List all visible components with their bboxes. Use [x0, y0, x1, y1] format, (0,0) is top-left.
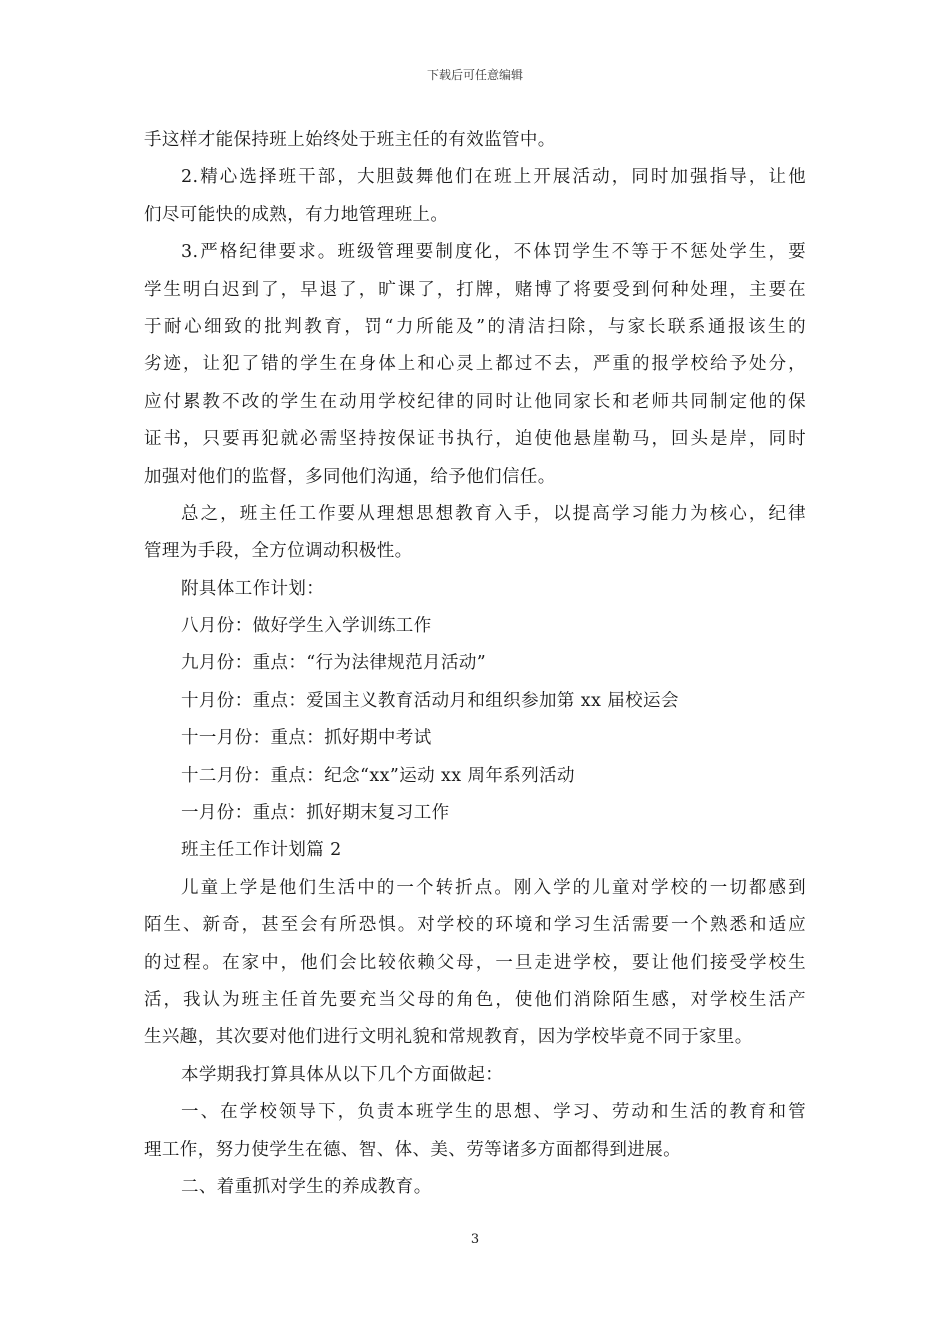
- paragraph-line: 儿童上学是他们生活中的一个转折点。刚入学的儿童对学校的一切都感到: [181, 877, 806, 898]
- paragraph-line: 附具体工作计划：: [181, 578, 325, 599]
- paragraph-line: 学生明白迟到了，早退了，旷课了，打牌，赌博了将要受到何种处理，主要在: [144, 279, 806, 300]
- paragraph-line: 二、着重抓对学生的养成教育。: [181, 1176, 432, 1197]
- schedule-item: 十二月份：重点：纪念“xx”运动 xx 周年系列活动: [181, 765, 575, 786]
- paragraph-line: 的过程。在家中，他们会比较依赖父母，一旦走进学校，要让他们接受学校生: [144, 952, 806, 973]
- paragraph-line: 应付累教不改的学生在动用学校纪律的同时让他同家长和老师共同制定他的保: [144, 391, 806, 412]
- paragraph-line: 加强对他们的监督，多同他们沟通，给予他们信任。: [144, 466, 556, 487]
- schedule-item: 十月份：重点：爱国主义教育活动月和组织参加第 xx 届校运会: [181, 690, 679, 711]
- paragraph-line: 3.严格纪律要求。班级管理要制度化，不体罚学生不等于不惩处学生，要: [181, 242, 806, 263]
- schedule-item: 十一月份：重点：抓好期中考试: [181, 728, 432, 749]
- schedule-item: 一月份：重点：抓好期末复习工作: [181, 803, 450, 824]
- schedule-item: 九月份：重点：“行为法律规范月活动”: [181, 653, 487, 674]
- page-number: 3: [470, 1232, 480, 1247]
- paragraph-line: 证书，只要再犯就必需坚持按保证书执行，迫使他悬崖勒马，回头是岸，同时: [144, 429, 806, 450]
- section-title: 班主任工作计划篇 2: [181, 840, 342, 861]
- paragraph-line: 于耐心细致的批判教育，罚“力所能及”的清洁扫除，与家长联系通报该生的: [144, 316, 806, 337]
- paragraph-line: 本学期我打算具体从以下几个方面做起：: [181, 1064, 504, 1085]
- paragraph-line: 2.精心选择班干部，大胆鼓舞他们在班上开展活动，同时加强指导，让他: [181, 167, 806, 188]
- paragraph-line: 们尽可能快的成熟，有力地管理班上。: [144, 204, 449, 225]
- paragraph-line: 手这样才能保持班上始终处于班主任的有效监管中。: [144, 130, 556, 150]
- paragraph-line: 劣迹，让犯了错的学生在身体上和心灵上都过不去，严重的报学校给予处分，: [144, 354, 806, 375]
- document-body: [144, 122, 806, 1206]
- paragraph-line: 陌生、新奇，甚至会有所恐惧。对学校的环境和学习生活需要一个熟悉和适应: [144, 915, 806, 936]
- page-header: 下载后可任意编辑: [426, 68, 523, 82]
- schedule-item: 八月份：做好学生入学训练工作: [181, 616, 432, 637]
- paragraph-line: 理工作，努力使学生在德、智、体、美、劳等诸多方面都得到进展。: [144, 1139, 681, 1160]
- paragraph-line: 一、在学校领导下，负责本班学生的思想、学习、劳动和生活的教育和管: [181, 1102, 806, 1123]
- paragraph-line: 生兴趣，其次要对他们进行文明礼貌和常规教育，因为学校毕竟不同于家里。: [144, 1027, 753, 1048]
- paragraph-line: 管理为手段，全方位调动积极性。: [144, 541, 413, 562]
- paragraph-line: 总之，班主任工作要从理想思想教育入手，以提高学习能力为核心，纪律: [181, 503, 806, 524]
- paragraph-line: 活，我认为班主任首先要充当父母的角色，使他们消除陌生感，对学校生活产: [144, 989, 806, 1010]
